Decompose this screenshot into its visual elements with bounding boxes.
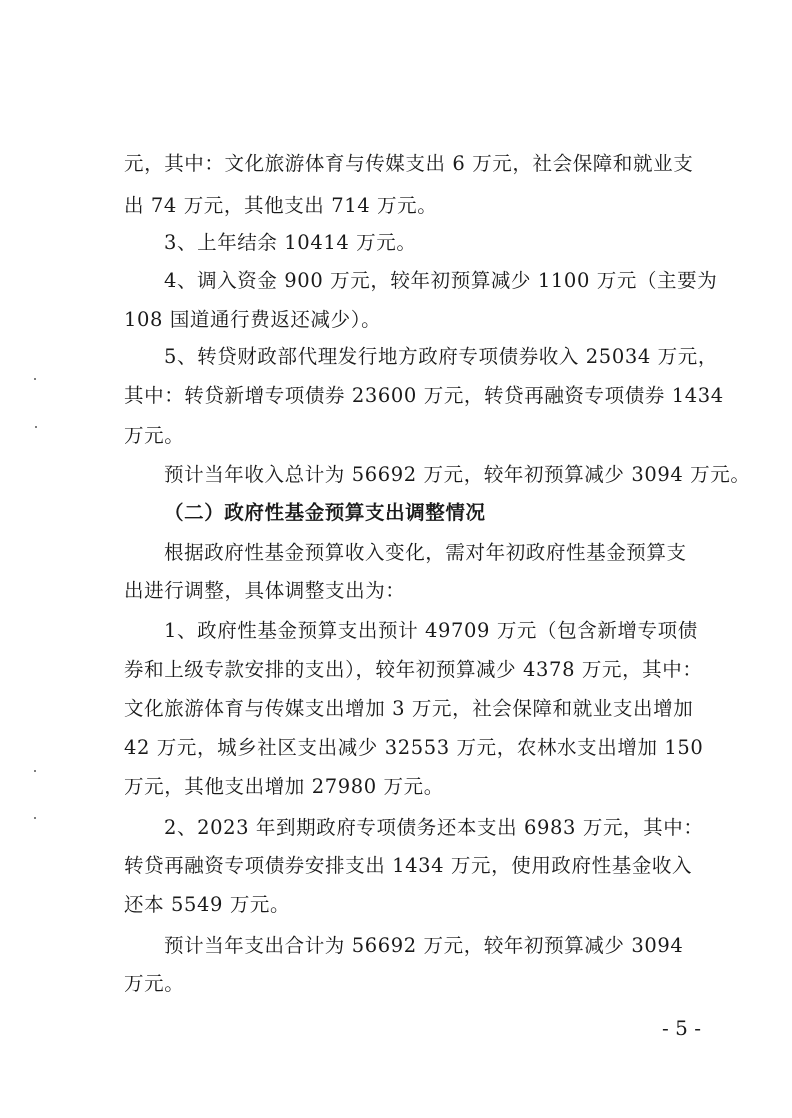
text-line-7: 其中：转贷新增专项债券 23600 万元，转贷再融资专项债券 1434	[124, 384, 724, 407]
text-line-20: 还本 5549 万元。	[124, 893, 291, 916]
text-line-14: 券和上级专款安排的支出），较年初预算减少 4378 万元，其中：	[124, 658, 703, 681]
text-line-15: 文化旅游体育与传媒支出增加 3 万元，社会保障和就业支出增加	[124, 697, 694, 720]
text-line-22: 万元。	[124, 972, 185, 995]
text-line-16: 42 万元，城乡社区支出减少 32553 万元，农林水支出增加 150	[124, 736, 704, 759]
text-line-18: 2、2023 年到期政府专项债务还本支出 6983 万元，其中：	[164, 816, 704, 839]
scan-speck	[34, 817, 36, 819]
page-number: - 5 -	[662, 1016, 701, 1040]
scan-speck	[35, 426, 37, 428]
section-heading: （二）政府性基金预算支出调整情况	[164, 501, 486, 524]
text-line-19: 转贷再融资专项债券安排支出 1434 万元，使用政府性基金收入	[124, 854, 693, 877]
text-line-4: 4、调入资金 900 万元，较年初预算减少 1100 万元（主要为	[164, 269, 718, 292]
text-line-8: 万元。	[124, 424, 185, 447]
text-line-1: 元，其中：文化旅游体育与传媒支出 6 万元，社会保障和就业支	[124, 152, 694, 175]
text-line-21: 预计当年支出合计为 56692 万元，较年初预算减少 3094	[164, 934, 684, 957]
text-line-2: 出 74 万元，其他支出 714 万元。	[124, 194, 438, 217]
scan-speck	[34, 378, 36, 380]
text-line-6: 5、转贷财政部代理发行地方政府专项债券收入 25034 万元，	[164, 345, 718, 368]
text-line-5: 108 国道通行费返还减少）。	[124, 308, 382, 331]
text-line-13: 1、政府性基金预算支出预计 49709 万元（包含新增专项债	[164, 619, 698, 642]
text-line-12: 出进行调整，具体调整支出为：	[124, 579, 406, 602]
scan-speck	[34, 770, 36, 772]
text-line-9: 预计当年收入总计为 56692 万元，较年初预算减少 3094 万元。	[164, 463, 751, 486]
text-line-17: 万元，其他支出增加 27980 万元。	[124, 775, 444, 798]
text-line-11: 根据政府性基金预算收入变化，需对年初政府性基金预算支	[164, 541, 687, 564]
text-line-3: 3、上年结余 10414 万元。	[164, 231, 417, 254]
